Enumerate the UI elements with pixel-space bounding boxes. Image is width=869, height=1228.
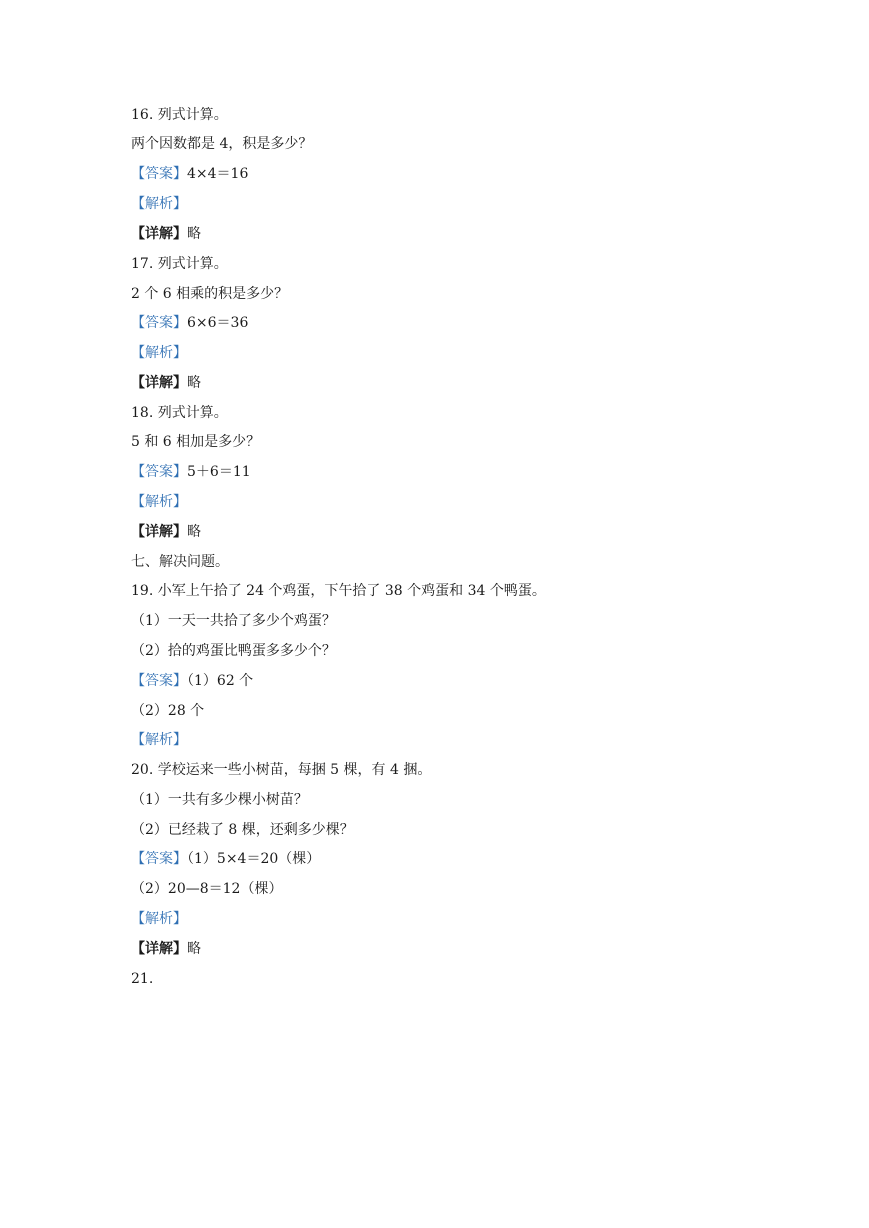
- q18-title: 18. 列式计算。: [131, 405, 228, 421]
- q16-detail-line: [131, 223, 201, 245]
- q19-answer-line: [131, 670, 253, 692]
- answer-tag: 【答案】: [131, 673, 187, 689]
- q17-detail: 略: [187, 375, 201, 391]
- q20-answer1: （1）5×4＝20（棵）: [187, 851, 321, 867]
- q16-question: 两个因数都是 4，积是多少？: [131, 136, 313, 152]
- q18-answer: 5＋6＝11: [187, 464, 251, 480]
- q17-question: 2 个 6 相乘的积是多少？: [131, 286, 289, 302]
- q18-detail: 略: [187, 524, 201, 540]
- analysis-tag: 【解析】: [131, 494, 187, 510]
- q19-sub1: （1）一天一共拾了多少个鸡蛋？: [131, 613, 336, 629]
- q19-sub2: （2）拾的鸡蛋比鸭蛋多多少个？: [131, 643, 336, 659]
- q20-analysis-line: [131, 908, 187, 930]
- analysis-tag: 【解析】: [131, 196, 187, 212]
- q20-answer2: （2）20—8＝12（棵）: [131, 881, 283, 897]
- answer-tag: 【答案】: [131, 851, 187, 867]
- q18-detail-line: [131, 521, 201, 543]
- q21-title: 21.: [131, 971, 154, 987]
- q20-sub1: （1）一共有多少棵小树苗？: [131, 792, 308, 808]
- q18-analysis-line: [131, 491, 187, 513]
- q16-title: 16. 列式计算。: [131, 107, 228, 123]
- q19-analysis-line: [131, 729, 187, 751]
- answer-tag: 【答案】: [131, 315, 187, 331]
- q19-title: 19. 小军上午拾了 24 个鸡蛋，下午拾了 38 个鸡蛋和 34 个鸭蛋。: [131, 583, 546, 599]
- answer-tag: 【答案】: [131, 166, 187, 182]
- q20-detail-line: [131, 938, 201, 960]
- q20-detail: 略: [187, 941, 201, 957]
- analysis-tag: 【解析】: [131, 732, 187, 748]
- detail-tag: 【详解】: [131, 941, 187, 957]
- q16-answer: 4×4＝16: [187, 166, 249, 182]
- q18-question: 5 和 6 相加是多少？: [131, 434, 261, 450]
- q20-sub2: （2）已经栽了 8 棵，还剩多少棵？: [131, 822, 354, 838]
- q18-answer-line: [131, 461, 251, 483]
- q16-detail: 略: [187, 226, 201, 242]
- q19-answer1: （1）62 个: [187, 673, 254, 689]
- detail-tag: 【详解】: [131, 226, 187, 242]
- q17-analysis-line: [131, 342, 187, 364]
- q16-analysis-line: [131, 193, 187, 215]
- section-heading: 七、解决问题。: [131, 554, 229, 570]
- detail-tag: 【详解】: [131, 524, 187, 540]
- q20-title: 20. 学校运来一些小树苗，每捆 5 棵，有 4 捆。: [131, 762, 432, 778]
- q19-answer2: （2）28 个: [131, 703, 205, 719]
- detail-tag: 【详解】: [131, 375, 187, 391]
- analysis-tag: 【解析】: [131, 345, 187, 361]
- q16-answer-line: [131, 163, 248, 185]
- analysis-tag: 【解析】: [131, 911, 187, 927]
- q17-answer: 6×6＝36: [187, 315, 249, 331]
- q17-answer-line: [131, 312, 248, 334]
- q17-detail-line: [131, 372, 201, 394]
- answer-tag: 【答案】: [131, 464, 187, 480]
- q20-answer-line: [131, 848, 320, 870]
- q17-title: 17. 列式计算。: [131, 256, 228, 272]
